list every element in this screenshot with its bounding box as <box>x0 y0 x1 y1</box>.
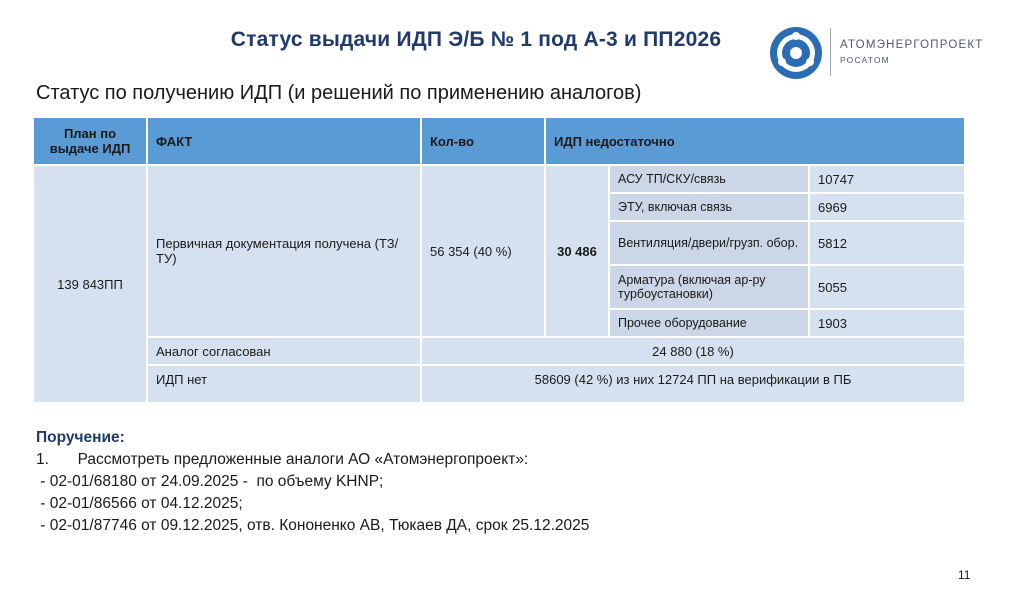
breakdown-name: Вентиляция/двери/грузп. обор. <box>609 221 809 265</box>
rosatom-logo <box>768 22 1008 82</box>
primary-label: Первичная документация получена (ТЗ/ТУ) <box>147 165 421 337</box>
page-title: Статус выдачи ИДП Э/Б № 1 под А-3 и ПП2026 <box>230 28 722 51</box>
atom-logo-icon <box>768 22 824 82</box>
order-item <box>36 449 589 471</box>
table-row <box>33 365 965 403</box>
insufficient-total: 30 486 <box>545 165 609 337</box>
table-row <box>33 337 965 365</box>
breakdown-value: 10747 <box>809 165 965 193</box>
table-row <box>33 165 965 193</box>
primary-qty: 56 354 (40 %) <box>421 165 545 337</box>
order-line: - 02-01/86566 от 04.12.2025; <box>36 495 243 512</box>
header-fact: ФАКТ <box>147 117 421 165</box>
plan-value: 139 843ПП <box>33 165 147 403</box>
order-block <box>36 427 589 537</box>
order-line: - 02-01/68180 от 24.09.2025 - по объему KHNP; <box>36 473 384 490</box>
breakdown-name: Арматура (включая ар-ру турбоустановки) <box>609 265 809 309</box>
analog-label: Аналог согласован <box>147 337 421 365</box>
none-value: 58609 (42 %) из них 12724 ПП на верификации в ПБ <box>421 365 965 403</box>
order-title: Поручение: <box>36 429 125 446</box>
breakdown-name: Прочее оборудование <box>609 309 809 337</box>
header-qty: Кол-во <box>421 117 545 165</box>
logo-name: АТОМЭНЕРГОПРОЕКТ <box>840 39 984 51</box>
breakdown-value: 5812 <box>809 221 965 265</box>
table-header-row <box>33 117 965 165</box>
page-number: 11 <box>958 568 971 582</box>
none-label: ИДП нет <box>147 365 421 403</box>
order-item-text: Рассмотреть предложенные аналоги АО «Атомэнергопроект»: <box>77 451 529 468</box>
breakdown-value: 6969 <box>809 193 965 221</box>
breakdown-value: 5055 <box>809 265 965 309</box>
section-subtitle: Статус по получению ИДП (и решений по применению аналогов) <box>36 82 642 104</box>
logo-sub: РОСАТОМ <box>840 55 890 65</box>
breakdown-name: ЭТУ, включая связь <box>609 193 809 221</box>
order-line: - 02-01/87746 от 09.12.2025, отв. Кононенко АВ, Тюкаев ДА, срок 25.12.2025 <box>36 517 590 534</box>
idp-status-table <box>32 116 966 404</box>
analog-value: 24 880 (18 %) <box>421 337 965 365</box>
header-plan: План по выдаче ИДП <box>33 117 147 165</box>
header-insufficient: ИДП недостаточно <box>545 117 965 165</box>
breakdown-name: АСУ ТП/СКУ/связь <box>609 165 809 193</box>
order-item-number: 1. <box>36 451 49 468</box>
breakdown-value: 1903 <box>809 309 965 337</box>
logo-divider <box>830 28 831 76</box>
